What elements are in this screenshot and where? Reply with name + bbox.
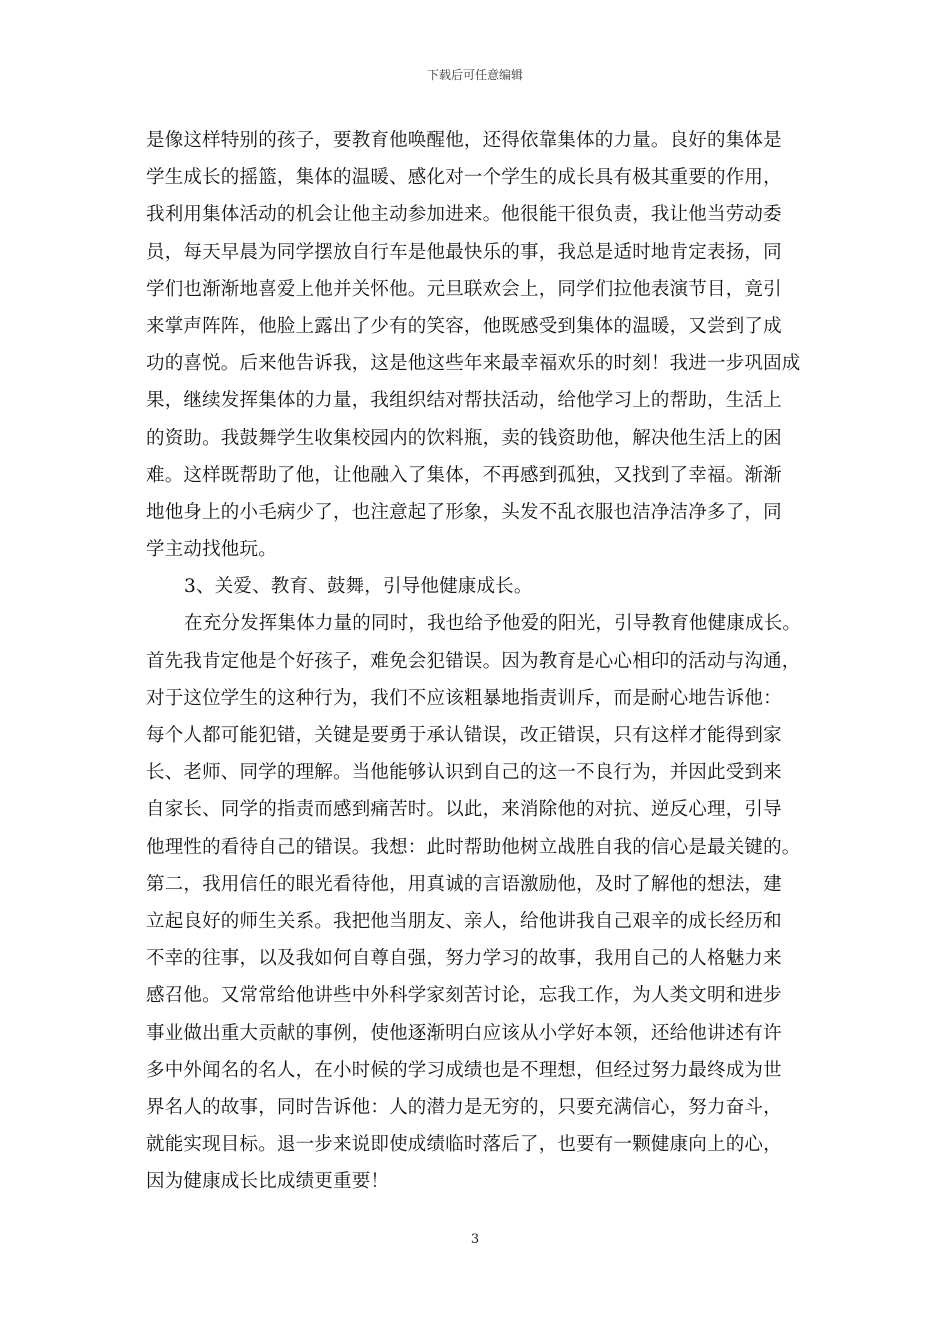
- text-line: 每个人都可能犯错，关键是要勇于承认错误，改正错误，只有这样才能得到家: [146, 725, 782, 746]
- text-line: 学生成长的摇篮，集体的温暖、感化对一个学生的成长具有极其重要的作用，: [146, 167, 782, 189]
- section-heading: 3、关爱、教育、鼓舞，引导他健康成长。: [184, 576, 533, 598]
- text-line: 在充分发挥集体力量的同时，我也给予他爱的阳光，引导教育他健康成长。: [184, 613, 802, 635]
- text-line: 学们也渐渐地喜爱上他并关怀他。元旦联欢会上，同学们拉他表演节目，竟引: [146, 278, 782, 300]
- text-line: 他理性的看待自己的错误。我想：此时帮助他树立战胜自我的信心是最关键的。: [146, 836, 801, 858]
- text-line: 首先我肯定他是个好孩子，难免会犯错误。因为教育是心心相印的活动与沟通，: [146, 650, 801, 672]
- text-line: 员，每天早晨为同学摆放自行车是他最快乐的事，我总是适时地肯定表扬，同: [146, 241, 782, 263]
- text-line: 长、老师、同学的理解。当他能够认识到自己的这一不良行为，并因此受到来: [146, 762, 782, 784]
- text-line: 功的喜悦。后来他告诉我，这是他这些年来最幸福欢乐的时刻！我进一步巩固成: [146, 353, 801, 375]
- text-line: 界名人的故事，同时告诉他：人的潜力是无穷的，只要充满信心，努力奋斗，: [146, 1096, 782, 1118]
- text-line: 的资助。我鼓舞学生收集校园内的饮料瓶，卖的钱资助他，解决他生活上的困: [146, 427, 782, 449]
- text-line: 感召他。又常常给他讲些中外科学家刻苦讨论，忘我工作，为人类文明和进步: [146, 985, 782, 1007]
- text-line: 难。这样既帮助了他，让他融入了集体，不再感到孤独，又找到了幸福。渐渐: [146, 464, 782, 486]
- text-line: 自家长、同学的指责而感到痛苦时。以此，来消除他的对抗、逆反心理，引导: [146, 799, 782, 821]
- body-text: [146, 122, 826, 1200]
- text-line: 我利用集体活动的机会让他主动参加进来。他很能干很负责，我让他当劳动委: [146, 204, 782, 226]
- text-line: 因为健康成长比成绩更重要！: [146, 1171, 390, 1193]
- text-line: 地他身上的小毛病少了，也注意起了形象，头发不乱衣服也洁净洁净多了，同: [146, 501, 782, 523]
- text-line: 对于这位学生的这种行为，我们不应该粗暴地指责训斥，而是耐心地告诉他：: [146, 687, 782, 709]
- text-line: 果，继续发挥集体的力量，我组织结对帮扶活动，给他学习上的帮助，生活上: [146, 390, 782, 412]
- text-line: 就能实现目标。退一步来说即使成绩临时落后了，也要有一颗健康向上的心，: [146, 1134, 782, 1156]
- text-line: 事业做出重大贡献的事例，使他逐渐明白应该从小学好本领，还给他讲述有许: [146, 1022, 782, 1044]
- text-line: 不幸的往事，以及我如何自尊自强，努力学习的故事，我用自己的人格魅力来: [146, 948, 782, 970]
- text-line: 第二，我用信任的眼光看待他，用真诚的言语激励他，及时了解他的想法，建: [146, 873, 782, 895]
- page-header: 下载后可任意编辑: [426, 68, 523, 82]
- text-line: 立起良好的师生关系。我把他当朋友、亲人，给他讲我自己艰辛的成长经历和: [146, 910, 782, 932]
- text-line: 是像这样特别的孩子，要教育他唤醒他，还得依靠集体的力量。良好的集体是: [146, 130, 782, 151]
- text-line: 多中外闻名的名人，在小时候的学习成绩也是不理想，但经过努力最终成为世: [146, 1059, 782, 1081]
- text-line: 学主动找他玩。: [146, 539, 277, 561]
- page-number: 3: [470, 1232, 480, 1247]
- text-line: 来掌声阵阵，他脸上露出了少有的笑容，他既感受到集体的温暖，又尝到了成: [146, 315, 782, 337]
